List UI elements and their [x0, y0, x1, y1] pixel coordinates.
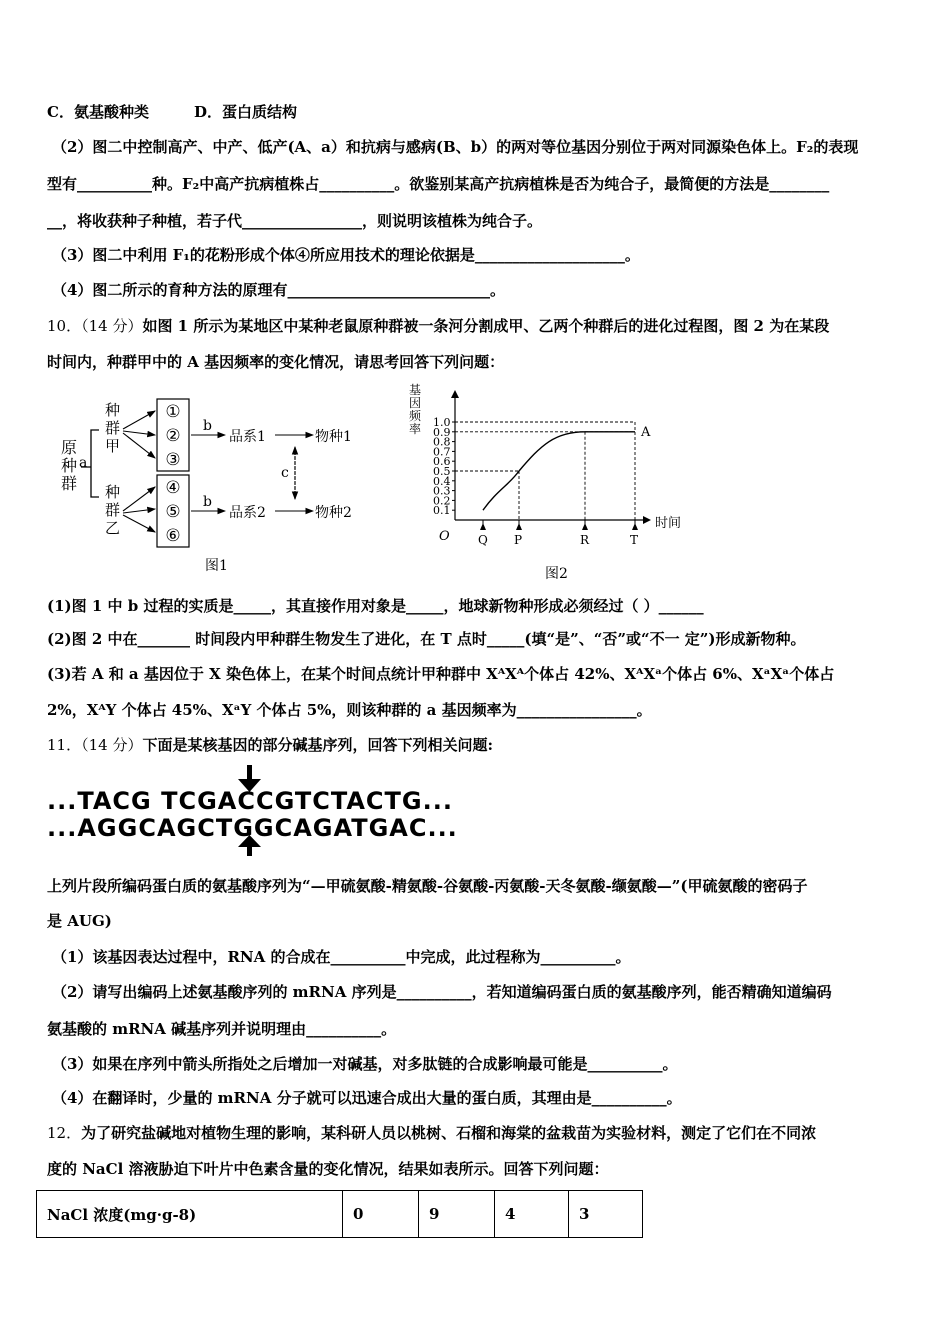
q10-intro-line1: 10．（14 分）如图 1 所示为某地区中某种老鼠原种群被一条河分割成甲、乙两个种群后的进化过程图，图 2 为在某段 — [47, 317, 830, 335]
box-6: ⑥ — [165, 526, 181, 546]
q10-number: 10．（14 分） — [47, 317, 143, 335]
figure-1-caption: 图1 — [205, 558, 228, 574]
y-tick-label: 0.4 — [433, 474, 451, 488]
y-tick-label: 0.8 — [433, 435, 451, 449]
ylabel-3: 频 — [409, 409, 422, 423]
label-a: a — [79, 455, 88, 471]
y-axis-arrow-icon — [451, 390, 459, 398]
box-4: ④ — [165, 478, 181, 498]
q11-part2-line2: 氨基酸的 mRNA 碱基序列并说明理由__________。 — [47, 1020, 397, 1038]
table-cell: 4 — [495, 1191, 569, 1238]
dna-strand-top: ...TACG TCGACCGTCTACTG... — [47, 787, 453, 815]
box-3: ③ — [165, 450, 181, 470]
x-tick-arrow-icon — [582, 523, 588, 530]
label-b-bottom: b — [203, 494, 212, 510]
q11-description-line2: 是 AUG) — [47, 912, 112, 930]
figure-2-chart — [405, 382, 695, 582]
y-tick-label: 0.6 — [433, 455, 451, 469]
table-cell: 0 — [343, 1191, 419, 1238]
svg-text:乙: 乙 — [105, 519, 121, 537]
x-tick-label: R — [580, 533, 590, 547]
q10-part3-line1: (3)若 A 和 a 基因位于 X 染色体上，在某个时间点统计甲种群中 XᴬXᴬ个体占 42%、XᴬXᵃ个体占 6%、XᵃXᵃ个体占 — [47, 665, 835, 683]
label-c: c — [281, 465, 289, 481]
q11-number: 11．（14 分） — [47, 736, 143, 754]
y-tick-label: 0.5 — [433, 465, 451, 478]
q11-description-line1: 上列片段所编码蛋白质的氨基酸序列为“—甲硫氨酸-精氨酸-谷氨酸-丙氨酸-天冬氨酸-缬氨酸—”(甲硫氨酸的密码子 — [47, 877, 808, 895]
q9-part2-line2: 型有__________种。F₂中高产抗病植株占__________。欲鉴别某高产抗病植株是否为纯合子，最简便的方法是________ — [47, 175, 830, 193]
ylabel-4: 率 — [409, 422, 422, 436]
q9-part4: （4）图二所示的育种方法的原理有___________________________。 — [52, 281, 505, 299]
label-b-top: b — [203, 418, 212, 434]
figure-1-diagram — [55, 385, 375, 580]
box-5: ⑤ — [165, 502, 181, 522]
dna-strand-bottom: ...AGGCAGCTGGCAGATGAC... — [47, 814, 458, 842]
q11-intro: 11．（14 分）下面是某核基因的部分碱基序列，回答下列相关问题: — [47, 736, 493, 754]
q9-part3: （3）图二中利用 F₁的花粉形成个体④所应用技术的理论依据是____________________。 — [52, 246, 640, 264]
table-row — [37, 1191, 643, 1238]
q9-options: C．氨基酸种类 D．蛋白质结构 — [47, 103, 297, 121]
q10-intro-line2: 时间内，种群甲中的 A 基因频率的变化情况，请思考回答下列问题： — [47, 353, 505, 371]
svg-text:群: 群 — [105, 419, 121, 437]
q9-part2-line3: __，将收获种子种植，若子代________________，则说明该植株为纯合子。 — [47, 212, 543, 230]
line-1: 品系1 — [229, 429, 266, 445]
x-axis-arrow-icon — [643, 516, 651, 524]
q10-part2: (2)图 2 中在_______ 时间段内甲种群生物发生了进化，在 T 点时_____(填“是”、“否”或“不一 定”)形成新物种。 — [47, 630, 806, 648]
species-1: 物种1 — [315, 429, 352, 445]
y-tick-label: 0.1 — [433, 504, 451, 518]
svg-text:群: 群 — [105, 501, 121, 519]
nacl-table — [36, 1190, 643, 1238]
q11-part1: （1）该基因表达过程中，RNA 的合成在__________中完成，此过程称为__________。 — [52, 948, 631, 966]
svg-text:种: 种 — [105, 483, 121, 501]
y-tick-label: 0.9 — [433, 425, 451, 439]
table-cell: 9 — [419, 1191, 495, 1238]
q11-part3: （3）如果在序列中箭头所指处之后增加一对碱基，对多肽链的合成影响最可能是__________。 — [52, 1055, 678, 1073]
svg-text:种: 种 — [105, 401, 121, 419]
x-tick-label: Q — [478, 533, 488, 547]
ylabel-2: 因 — [409, 396, 422, 410]
origin-label-3: 群 — [61, 474, 78, 493]
origin-label-2: 种 — [61, 456, 78, 475]
q12-number: 12． — [47, 1124, 82, 1142]
y-tick-label: 1.0 — [433, 416, 451, 429]
table-header-cell: NaCl 浓度(mg·g-8) — [37, 1191, 343, 1238]
q10-part3-line2: 2%，XᴬY 个体占 45%、XᵃY 个体占 5%，则该种群的 a 基因频率为________________。 — [47, 701, 652, 719]
q12-intro-line2: 度的 NaCl 溶液胁迫下叶片中色素含量的变化情况，结果如表所示。回答下列问题： — [47, 1160, 609, 1178]
y-tick-label: 0.7 — [433, 445, 451, 459]
q12-intro-line1: 12．为了研究盐碱地对植物生理的影响，某科研人员以桃树、石榴和海棠的盆栽苗为实验材料，测定了它们在不同浓 — [47, 1124, 817, 1142]
y-tick-label: 0.2 — [433, 494, 451, 508]
x-tick-arrow-icon — [632, 523, 638, 530]
box-1: ① — [165, 402, 181, 422]
q11-part2-line1: （2）请写出编码上述氨基酸序列的 mRNA 序列是__________，若知道编码蛋白质的氨基酸序列，能否精确知道编码 — [52, 983, 832, 1001]
origin-label: O — [439, 529, 450, 544]
line-2: 品系2 — [229, 505, 266, 521]
figure-2-caption: 图2 — [545, 566, 568, 582]
x-tick-label: P — [514, 533, 523, 547]
table-cell: 3 — [569, 1191, 643, 1238]
series-label: A — [641, 424, 651, 440]
q11-part4: （4）在翻译时，少量的 mRNA 分子就可以迅速合成出大量的蛋白质，其理由是__________。 — [52, 1089, 682, 1107]
x-tick-arrow-icon — [516, 523, 522, 530]
x-tick-arrow-icon — [480, 523, 486, 530]
origin-label-1: 原 — [61, 438, 78, 457]
q9-part2-line1: （2）图二中控制高产、中产、低产(A、a）和抗病与感病(B、b）的两对等位基因分别位于两对同源染色体上。F₂的表现 — [52, 138, 859, 156]
x-tick-label: T — [630, 533, 639, 547]
q10-part1: (1)图 1 中 b 过程的实质是_____，其直接作用对象是_____，地球新物种形成必须经过（ ）______ — [47, 597, 704, 615]
y-tick-label: 0.3 — [433, 484, 451, 498]
ylabel-1: 基 — [409, 383, 422, 397]
species-2: 物种2 — [315, 505, 352, 521]
xlabel: 时间 — [655, 516, 682, 531]
svg-text:甲: 甲 — [105, 437, 121, 455]
box-2: ② — [165, 426, 181, 446]
